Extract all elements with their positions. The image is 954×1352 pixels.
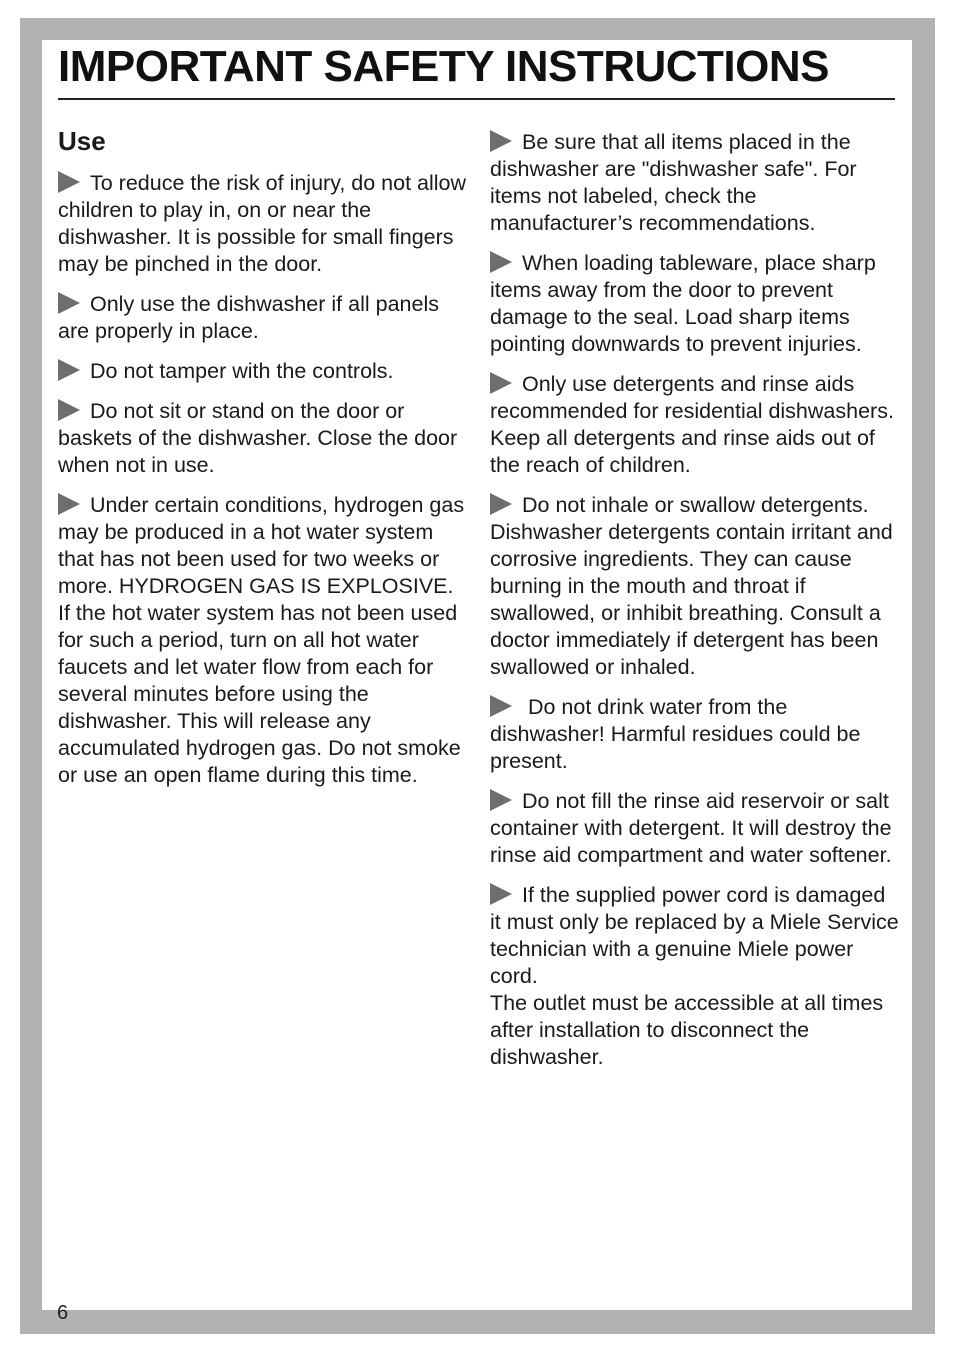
instruction-item (58, 291, 468, 345)
triangle-bullet-icon (58, 399, 80, 421)
instruction-text: Only use detergents and rinse aids recommended for residential dishwashers. Keep all detergents and rinse aids out of the reach of children. (490, 372, 894, 477)
instruction-item (490, 694, 900, 775)
triangle-bullet-icon (490, 883, 512, 905)
triangle-bullet-icon (490, 130, 512, 152)
instruction-text: Do not tamper with the controls. (90, 359, 394, 383)
instruction-item (58, 358, 468, 385)
triangle-bullet-icon (58, 493, 80, 515)
instruction-text: Do not fill the rinse aid reservoir or salt container with detergent. It will destroy the rinse aid compartment and water softener. (490, 789, 892, 867)
instruction-text: Do not inhale or swallow detergents. Dishwasher detergents contain irritant and corrosive ingredients. They can cause burning in the mouth and throat if swallowed, or inhibit breathing. Consult a doctor immediately if detergent has been swallowed or inhaled. (490, 493, 893, 679)
triangle-bullet-icon (490, 372, 512, 394)
triangle-bullet-icon (490, 789, 512, 811)
triangle-bullet-icon (58, 292, 80, 314)
instruction-item (490, 250, 900, 358)
triangle-bullet-icon (490, 251, 512, 273)
instruction-text: Only use the dishwasher if all panels are properly in place. (58, 292, 439, 343)
instruction-text: Under certain conditions, hydrogen gas may be produced in a hot water system that has not been used for two weeks or more. HYDROGEN GAS IS EXPLOSIVE. If the hot water system has not been used for such a period, turn on all hot water faucets and let water flow from each for several minutes before using the dishwasher. This will release any accumulated hydrogen gas. Do not smoke or use an open flame during this time. (58, 493, 465, 787)
instruction-item (490, 882, 900, 990)
triangle-bullet-icon (490, 493, 512, 515)
left-column (58, 126, 468, 802)
instruction-item (58, 398, 468, 479)
instruction-item (58, 492, 468, 789)
triangle-bullet-icon (490, 695, 512, 717)
instruction-note: The outlet must be accessible at all times after installation to disconnect the dishwasher. (490, 991, 884, 1069)
instruction-text: When loading tableware, place sharp items away from the door to prevent damage to the seal. Load sharp items pointing downwards to prevent injuries. (490, 251, 876, 356)
instruction-item (490, 371, 900, 479)
instruction-text: If the supplied power cord is damaged it must only be replaced by a Miele Service technician with a genuine Miele power cord. (490, 883, 899, 988)
instruction-text: Do not drink water from the dishwasher! Harmful residues could be present. (490, 695, 867, 773)
instruction-text: Be sure that all items placed in the dishwasher are "dishwasher safe". For items not labeled, check the manufacturer’s recommendations. (490, 130, 857, 235)
triangle-bullet-icon (58, 359, 80, 381)
instruction-item (490, 788, 900, 869)
instruction-item (490, 492, 900, 681)
instruction-item (58, 170, 468, 278)
instruction-text: Do not sit or stand on the door or baskets of the dishwasher. Close the door when not in use. (58, 399, 458, 477)
section-heading: Use (58, 126, 106, 156)
title-divider (58, 98, 895, 100)
right-column (490, 129, 900, 1084)
triangle-bullet-icon (58, 171, 80, 193)
page-title: IMPORTANT SAFETY INSTRUCTIONS (58, 42, 829, 91)
page-number: 6 (57, 1302, 69, 1324)
instruction-item (490, 129, 900, 237)
instruction-text: To reduce the risk of injury, do not allow children to play in, on or near the dishwasher. It is possible for small fingers may be pinched in the door. (58, 171, 467, 276)
